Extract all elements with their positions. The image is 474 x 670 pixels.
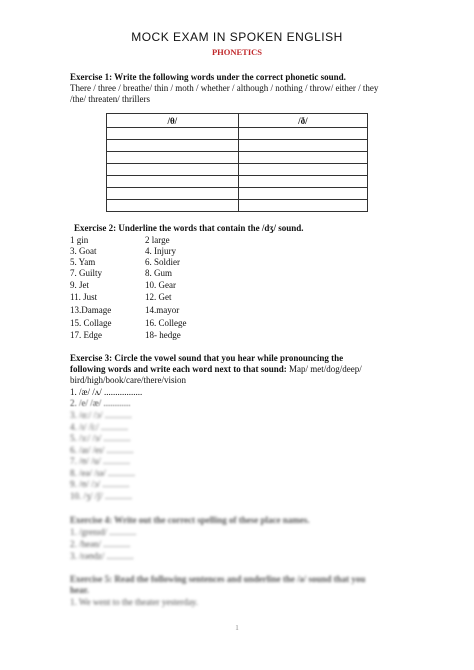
list-item: 3. /rəʊdz/ ............ xyxy=(70,551,134,561)
word-item[interactable]: 10. Gear xyxy=(145,280,176,290)
answer-cell[interactable] xyxy=(238,128,367,140)
list-item: 8. /eə/ /ɪə/ ............ xyxy=(70,468,135,478)
table-row xyxy=(107,176,368,188)
table-row xyxy=(107,152,368,164)
table-row xyxy=(107,164,368,176)
exercise1-words-line2: /the/ threaten/ thrillers xyxy=(70,94,150,104)
page-title: MOCK EXAM IN SPOKEN ENGLISH xyxy=(131,30,343,44)
answer-cell[interactable] xyxy=(238,176,367,188)
answer-cell[interactable] xyxy=(238,188,367,200)
word-item[interactable]: 15. Collage xyxy=(70,318,112,328)
word-item[interactable]: 1 gin xyxy=(70,235,89,245)
word-item[interactable]: 4. Injury xyxy=(145,246,176,256)
answer-cell[interactable] xyxy=(238,200,367,212)
word-item[interactable]: 11. Just xyxy=(70,292,98,302)
table-row xyxy=(107,188,368,200)
column-theta: /θ/ xyxy=(107,114,239,128)
word-item[interactable]: 2 large xyxy=(145,235,170,245)
word-item[interactable]: 17. Edge xyxy=(70,330,102,340)
phonetic-table-header xyxy=(107,114,368,128)
exercise3-words: Map/ met/dog/deep/ xyxy=(286,364,362,374)
answer-cell[interactable] xyxy=(107,176,239,188)
answer-cell[interactable] xyxy=(107,140,239,152)
list-item: 1. /grenɪd/ ............ xyxy=(70,527,137,537)
exercise5-heading-line2: hear. xyxy=(70,585,89,595)
word-item[interactable]: 6. Soldier xyxy=(145,257,180,267)
list-item: 1. We went to the theater yesterday. xyxy=(70,597,198,607)
list-item: 6. /aɪ/ /eɪ/ ............ xyxy=(70,445,134,455)
list-item: 7. /ʊ/ /u/ ............ xyxy=(70,456,130,466)
word-item[interactable]: 18- hedge xyxy=(145,330,181,340)
exercise4-heading: Exercise 4: Write out the correct spelling of these place names. xyxy=(70,515,310,525)
word-item[interactable]: 9. Jet xyxy=(70,280,89,290)
list-item: 2. /heən/ ............ xyxy=(70,539,131,549)
exercise1-words-line1: There / three / breathe/ thin / moth / whether / although / nothing / throw/ either / they xyxy=(70,83,379,93)
list-item: 3. /ɑ:/ /ɔ/ ............ xyxy=(70,410,132,420)
answer-cell[interactable] xyxy=(107,188,239,200)
table-row xyxy=(107,200,368,212)
table-row xyxy=(107,128,368,140)
answer-cell[interactable] xyxy=(107,152,239,164)
word-item[interactable]: 5. Yam xyxy=(70,257,96,267)
word-item[interactable]: 7. Guilty xyxy=(70,268,103,278)
answer-cell[interactable] xyxy=(238,164,367,176)
exercise3-heading-line2 xyxy=(70,364,362,375)
answer-cell[interactable] xyxy=(107,128,239,140)
word-item[interactable]: 16. College xyxy=(145,318,187,328)
word-item[interactable]: 12. Get xyxy=(145,292,172,302)
phonetic-table xyxy=(106,113,368,212)
list-item: 10. /ʒ/ /ʃ/ ............ xyxy=(70,491,132,501)
list-item: 9. /ʊ/ /ɔ/ ............ xyxy=(70,479,130,489)
list-item: 5. /ɜ:/ /ɜ/ ............ xyxy=(70,433,131,443)
list-item: 1. /æ/ /ʌ/ ................. xyxy=(70,387,143,397)
exercise1-heading: Exercise 1: Write the following words under the correct phonetic sound. xyxy=(70,72,346,82)
exercise5-heading-line1: Exercise 5: Read the following sentences and underline the /ə/ sound that you xyxy=(70,574,366,584)
page-number: 1 xyxy=(235,624,239,632)
list-item: 2. /e/ /æ/ ............ xyxy=(70,398,131,408)
exercise3-heading-line1: Exercise 3: Circle the vowel sound that you hear while pronouncing the xyxy=(70,353,344,363)
word-item[interactable]: 3. Goat xyxy=(70,246,97,256)
page-subtitle: PHONETICS xyxy=(211,47,263,57)
answer-cell[interactable] xyxy=(107,200,239,212)
answer-cell[interactable] xyxy=(107,164,239,176)
word-item[interactable]: 14.mayor xyxy=(145,305,180,315)
word-item[interactable]: 8. Gum xyxy=(145,268,172,278)
column-eth: /ð/ xyxy=(238,114,367,128)
list-item: 4. /ɪ/ /i:/ ............ xyxy=(70,422,129,432)
word-item[interactable]: 13.Damage xyxy=(70,305,112,315)
table-row xyxy=(107,140,368,152)
answer-cell[interactable] xyxy=(238,152,367,164)
exercise3-words-line2: bird/high/book/care/there/vision xyxy=(70,375,186,385)
answer-cell[interactable] xyxy=(238,140,367,152)
exercise3-heading-bold: following words and write each word next to that sound: xyxy=(70,364,287,374)
exercise2-heading: Exercise 2: Underline the words that contain the /dʒ/ sound. xyxy=(74,223,304,233)
